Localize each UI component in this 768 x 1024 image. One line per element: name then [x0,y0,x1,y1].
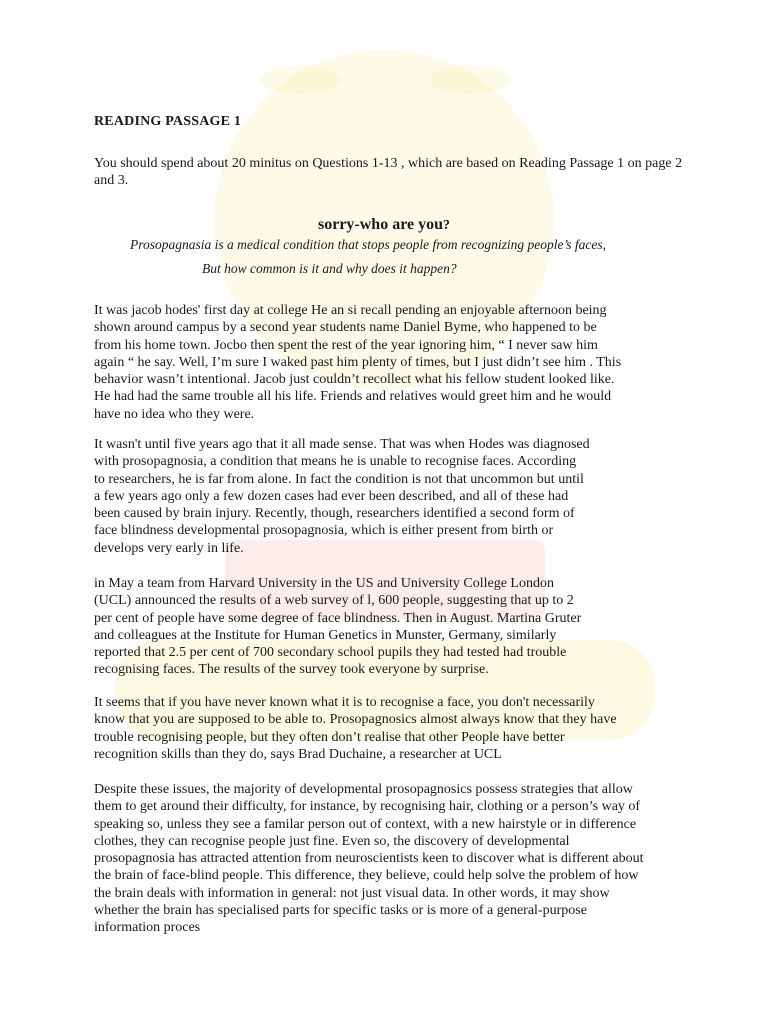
article-title [0,216,768,234]
paragraph-4: It seems that if you have never known what it is to recognise a face, you don't necessarily know that you are supposed to be able to. Prosopagnosics almost always know that they have trouble recognising people, but they often don’t realise that other People have better recognition skills than they do, says Brad Duchaine, a researcher at UCL [94,695,617,762]
watermark-leaf-left [260,66,340,94]
paragraph-3: in May a team from Harvard University in the US and University College London (UCL) announced the results of a web survey of l, 600 people, suggesting that up to 2 per cent of people have some degree of face blindness. Then in August. Martina Gruter and colleagues at the Institute for Human Genetics in Munster, Germany, similarly reported that 2.5 per cent of 700 secondary school pupils they had tested had trouble recognising faces. The results of the survey took everyone by surprise. [94,576,582,678]
paragraph-1: It was jacob hodes' first day at college He an si recall pending an enjoyable afternoon being shown around campus by a second year students name Daniel Byme, who happened to be from his home town. Jocbo then spent the rest of the year ignoring him, “ I never saw him again “ he say. Well, I’m sure I waked past him plenty of times, but I just didn’t see him . This behavior wasn’t intentional. Jacob just couldn’t recollect what his fellow student looked like. He had had the same trouble all his life. Friends and relatives would greet him and he would have no idea who they were. [94,303,622,422]
article-title-mark: ? [443,218,451,233]
passage-heading: READING PASSAGE 1 [94,114,242,129]
watermark-leaf-right [430,66,510,94]
instructions-text: You should spend about 20 minitus on Questions 1-13 , which are based on Reading Passage 1 on page 2 and 3. [94,156,683,188]
article-title-text: sorry-who are you [317,216,444,233]
paragraph-5: Despite these issues, the majority of developmental prosopagnosics possess strategies that allow them to get around their difficulty, for instance, by recognising hair, clothing or a person’s way of speaking so, unless they see a familar person out of context, with a new hairstyle or in difference clothes, they can recognise people just fine. Even so, the discovery of developmental prosopagnosia has attracted attention from neuroscientists keen to discover what is different about the brain of face-blind people. This difference, they believe, could help solve the problem of how the brain deals with information in general: not just visual data. In other words, it may show whether the brain has specialised parts for specific tasks or is more of a general-purpose information proces [94,782,644,936]
article-subtitle-line-1: Prosopagnasia is a medical condition that stops people from recognizing people’s faces, [130,237,606,252]
paragraph-2: It wasn't until five years ago that it all made sense. That was when Hodes was diagnosed with prosopagnosia, a condition that means he is unable to recognise faces. According to researchers, he is far from alone. In fact the condition is not that uncommon but until a few years ago only a few dozen cases had ever been described, and all of these had been caused by brain injury. Recently, though, researchers identified a second form of face blindness developmental prosopagnosia, which is either present from birth or develops very early in life. [94,437,590,556]
article-subtitle-line-2: But how common is it and why does it happen? [202,261,457,276]
